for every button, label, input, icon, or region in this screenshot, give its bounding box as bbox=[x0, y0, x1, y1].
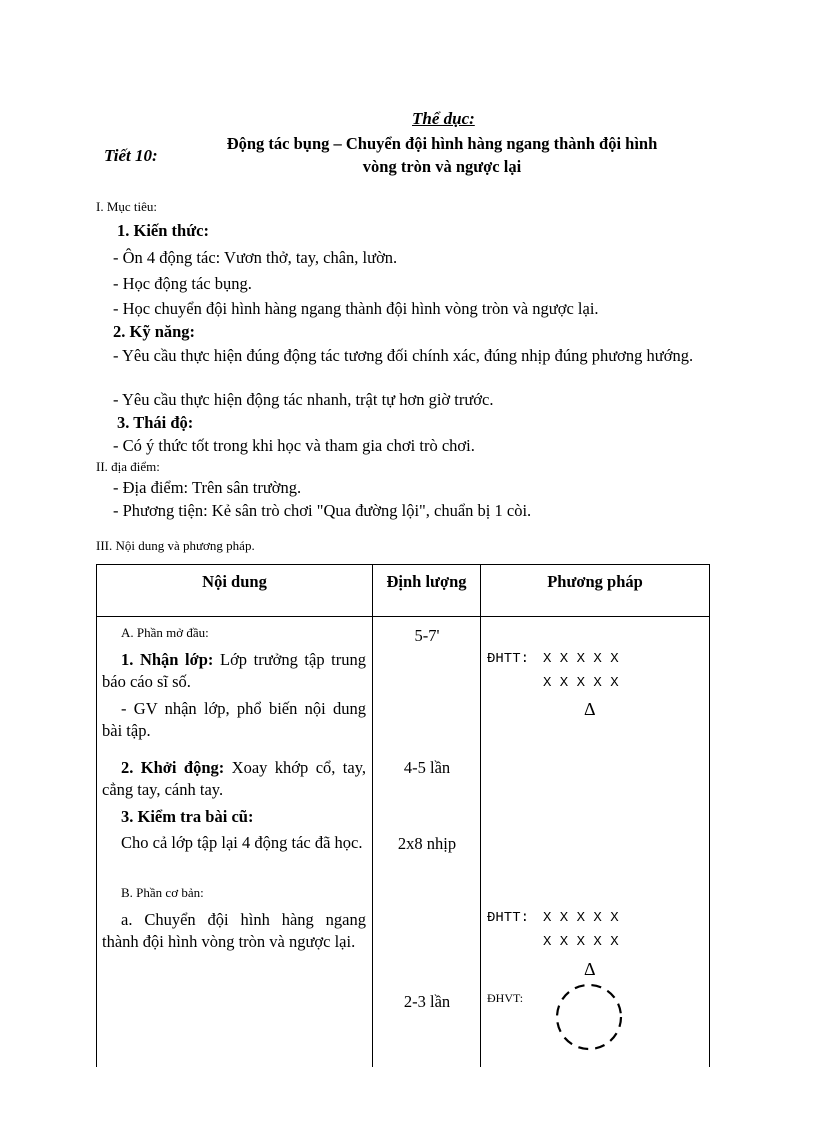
part-b-heading: B. Phần cơ bản: bbox=[121, 885, 204, 900]
circle-formation-label: ĐHVT: bbox=[487, 991, 524, 1005]
teacher-triangle-icon: Δ bbox=[584, 699, 596, 719]
item-1-label: 1. Nhận lớp: bbox=[121, 650, 214, 669]
formation-row: X X X X X bbox=[543, 675, 619, 691]
lesson-title-line-2: vòng tròn và ngược lại bbox=[362, 157, 522, 176]
formation-row: X X X X X bbox=[543, 651, 619, 667]
location-heading: II. địa điểm: bbox=[96, 459, 160, 474]
formation-label: ĐHTT: bbox=[487, 910, 530, 926]
amount-part-a: 5-7' bbox=[414, 626, 440, 645]
skill-item: - Yêu cầu thực hiện động tác nhanh, trật tự hơn giờ trước. bbox=[113, 390, 494, 409]
content-cell bbox=[97, 617, 373, 1068]
item-3-label: 3. Kiểm tra bài cũ: bbox=[121, 807, 254, 826]
item-a-text: a. Chuyển đội hình hàng ngang thành đội hình vòng tròn và ngược lại. bbox=[102, 910, 366, 951]
formation-row: X X X X X bbox=[543, 934, 619, 950]
formation-row: X X X X X bbox=[543, 910, 619, 926]
lesson-number: Tiết 10: bbox=[104, 146, 158, 165]
attitude-heading: 3. Thái độ: bbox=[117, 413, 194, 432]
column-header-amount: Định lượng bbox=[373, 565, 481, 617]
amount-item-3: 2x8 nhịp bbox=[397, 834, 457, 853]
location-equipment: - Phương tiện: Kẻ sân trò chơi "Qua đường lội", chuẩn bị 1 còi. bbox=[113, 501, 532, 520]
amount-item-2: 4-5 lần bbox=[403, 758, 451, 777]
item-2-text: Xoay khớp cổ, tay, cẳng tay, cánh tay. bbox=[102, 758, 366, 799]
column-header-content: Nội dung bbox=[97, 565, 373, 617]
content-heading: III. Nội dung và phương pháp. bbox=[96, 538, 255, 553]
item-3-text: Cho cả lớp tập lại 4 động tác đã học. bbox=[121, 833, 363, 852]
item-1b-text: - GV nhận lớp, phổ biến nội dung bài tập. bbox=[102, 699, 366, 740]
attitude-item: - Có ý thức tốt trong khi học và tham gia chơi trò chơi. bbox=[113, 436, 475, 455]
knowledge-item: - Học chuyển đội hình hàng ngang thành đội hình vòng tròn và ngược lại. bbox=[113, 299, 599, 318]
lesson-title-line-1: Động tác bụng – Chuyển đội hình hàng ngang thành đội hình bbox=[226, 134, 658, 153]
item-1 bbox=[102, 649, 366, 693]
skills-heading: 2. Kỹ năng: bbox=[113, 322, 196, 341]
amount-item-a: 2-3 lần bbox=[403, 992, 451, 1011]
item-2 bbox=[102, 757, 366, 801]
skill-item: - Yêu cầu thực hiện đúng động tác tương đối chính xác, đúng nhịp đúng phương hướng. bbox=[113, 346, 694, 365]
item-1-text: Lớp trưởng tập trung báo cáo sĩ số. bbox=[102, 650, 366, 691]
column-header-method: Phương pháp bbox=[481, 565, 710, 617]
teacher-triangle-icon: Δ bbox=[584, 959, 596, 979]
part-a-heading: A. Phần mở đầu: bbox=[121, 625, 209, 640]
item-2-label: 2. Khởi động: bbox=[121, 758, 225, 777]
location-place: - Địa điểm: Trên sân trường. bbox=[113, 478, 302, 497]
amount-cell bbox=[373, 617, 481, 1068]
knowledge-item: - Học động tác bụng. bbox=[113, 274, 252, 293]
objectives-heading: I. Mục tiêu: bbox=[96, 199, 158, 214]
formation-label: ĐHTT: bbox=[487, 651, 530, 667]
circle-formation-icon bbox=[550, 980, 630, 1055]
subject-title: Thể dục: bbox=[412, 109, 475, 128]
knowledge-item: - Ôn 4 động tác: Vươn thở, tay, chân, lườn. bbox=[113, 248, 398, 267]
knowledge-heading: 1. Kiến thức: bbox=[117, 221, 209, 240]
